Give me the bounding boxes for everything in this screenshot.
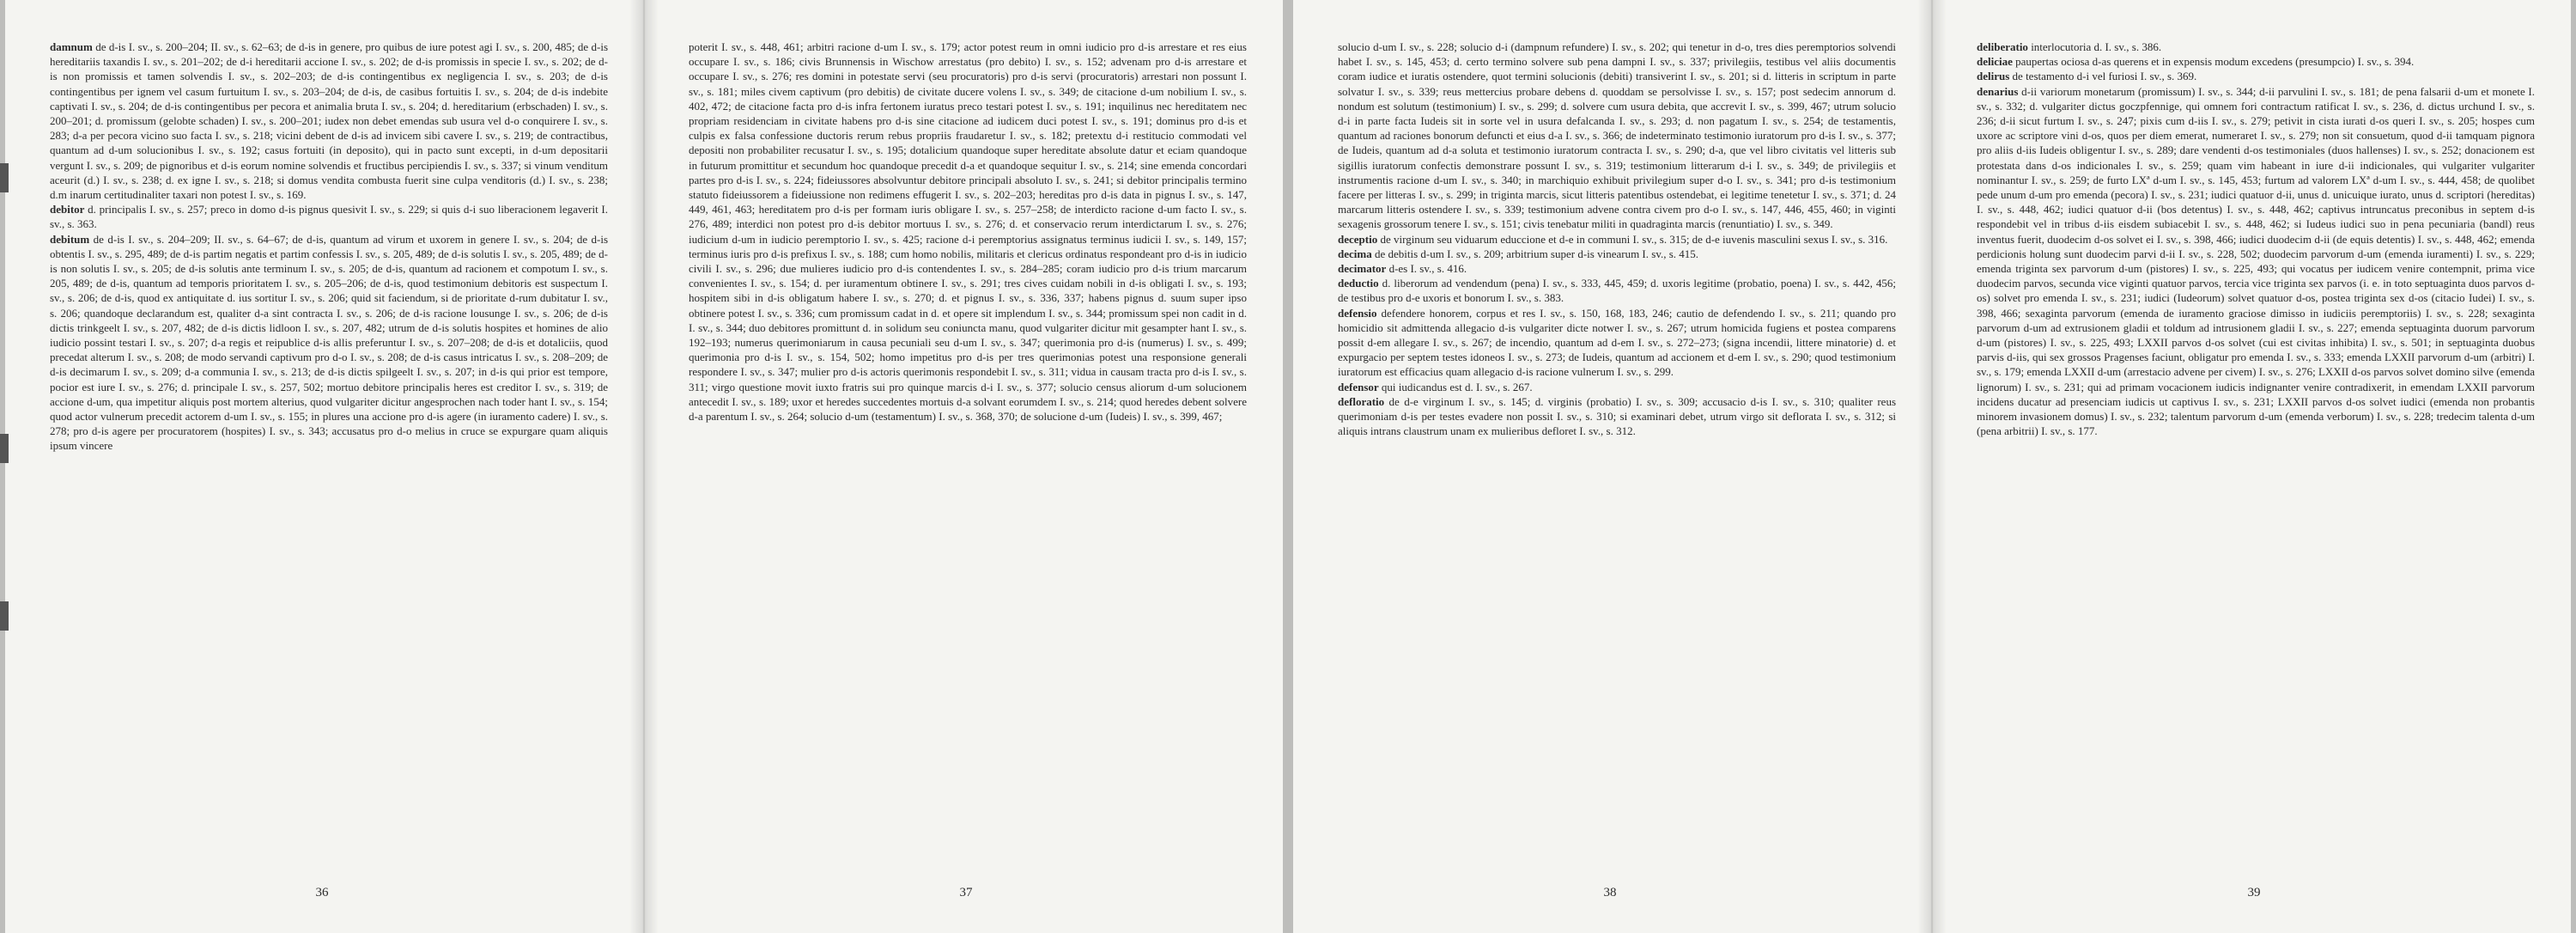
entry-headword: defensor [1338,380,1379,393]
entry-text: de testamento d-i vel furiosi I. sv., s. 369. [2012,70,2197,83]
entry-text: defendere honorem, corpus et res I. sv., s. 150, 168, 183, 246; cautio de defendendo I. sv., s. 211; quando pro homicidio sit admittenda allegacio d-is vulgariter dicte notwer I. sv., s. 267; utrum homicida fugiens et postea comparens possit d-em allegare I. sv., s. 267; de incendio, quantum ad d-em I. sv., s. 272–273; (signa incendii, littere minatorie) d. et expurgacio per septem testes idoneos I. sv., s. 273; de Iudeis, quantum ad accionem et d-em I. sv., s. 290; quod testimonium iuratorum est efficacius quam allegacio d-is racione vulnerum I. sv., s. 299. [1338,306,1897,379]
entry-text: de d-is I. sv., s. 200–204; II. sv., s. 62–63; de d-is in genere, pro quibus de iure potest agi I. sv., s. 200, 485; de d-is hereditariis taxandis I. sv., s. 201–202; de d-i hereditarii accione I. sv., s. 202; de d-is promissis in specie I. sv., s. 202; de d-is non promissis et tamen solvendis I. sv., s. 202–203; de d-is contingentibus ex negligencia I. sv., s. 203; de d-is contingentibus per ignem vel casum furtuitum I. sv., s. 203–204; de d-is, de casibus fortuitis I. sv., s. 204; de d-is indebite captivati I. sv., s. 204; de d-is contingentibus per pecora et animalia bruta I. sv., s. 204; d. hereditarium (erbschaden) I. sv., s. 200–201; d. promissum (gelobte schaden) I. sv., s. 200–201; iudex non debet emendas sub usura vel d-o conquirere I. sv., s. 283; d-a per pecora vicino suo facta I. sv., s. 218; vicini debent de d-is ad invicem sibi cavere I. sv., s. 219; de contractibus, quantum ad d-um solucionibus I. sv., s. 192; casus fortuiti (in deposito), qui in pacto sunt excepti, in d-um depositarii vergunt I. sv., s. 209; de pignoribus et d-is eorum nomine solvendis et fructibus percipiendis I. sv., s. 337; si vinum venditum aceurit (d.) I. sv., s. 238; d. ex igne I. sv., s. 218; si domus vendita combusta fuerit sine culpa venditoris (d.) I. sv., s. 238; d.m inarum certitudinaliter taxari non potest I. sv., s. 169. [50,40,608,202]
index-entry [1977,40,2535,54]
index-entry [1338,247,1896,261]
page-39 [1932,0,2576,933]
entry-headword: decima [1338,247,1372,260]
page-edge [2571,0,2576,933]
entry-headword: delirus [1977,70,2010,83]
entry-headword: defloratio [1338,394,1385,408]
page-text [1338,40,1896,438]
book-spread-right [1288,0,2576,933]
index-entry [1338,394,1896,439]
entry-headword: deliciae [1977,55,2013,69]
entry-text: d-ii variorum monetarum (promissum) I. sv., s. 344; d-ii parvulini I. sv., s. 181; de pena falsarii d-um et monete I. sv., s. 332; d. vulgariter dictus goczpfennige, qui omnem fori contractum ratificat I. sv., s. 236, d. dictus urchund I. sv., s. 236; d-ii sicut furtum I. sv., s. 247; pixis cum d-iis I. sv., s. 279; petivit in cista iurati d-os queri I. sv., s. 205; hospes cum uxore ac scriptore vini d-os, quos per diem emerat, numeraret I. sv., s. 279; non sit consuetum, quod d-ii tamquam pignora pro aliis d-iis Iudeis obligentur I. sv., s. 289; dare vendenti d-os testimoniales (duos hallenses) I. sv., s. 252; donacionem est protestata dans d-os indicionales I. sv., s. 259; quam vim habeant in iure d-ii indicionales, qui vulgariter vulgariter nominantur I. sv., s. 259; de furto LXª d-um I. sv., s. 145, 453; furtum ad valorem LXª d-um I. sv., s. 444, 458; de quolibet pede unum d-um pro emenda (pecora) I. sv., s. 231; iudici quatuor d-ii, unus d. unicuique iurato, unus d. scriptori (hereditas) I. sv., s. 448, 462; iudici quatuor d-ii (bos detentus) I. sv., s. 448, 462; captivus intruncatus preconibus in septem d-is respondebit vel in tribus d-iis eisdem subiacebit I. sv., s. 448, 462; si Iudeus iudici suo in pena pecuniaria (bandl) reus inventus fuerit, duodecim d-os solvet ei I. sv., s. 398, 466; iudici duodecim d-ii (de equis detentis) I. sv., s. 448, 462; emenda perdicionis holung sunt duodecim parvi d-ii I. sv., s. 228, 502; duodecim parvorum d-um (emenda iuramenti) I. sv., s. 229; emenda triginta sex parvorum d-um (pistores) I. sv., s. 225, 493; qui vocatus per iudicem venire contempnit, prima vice duodecim parvos, secunda vice viginti quatuor parvos, tercia vice triginta sex parvos (i. e. in toto septuaginta duos parvos d-os) solvet pro emenda I. sv., s. 231; iudici (Iudeorum) solvet quatuor d-os, postea triginta sex d-os (citacio Iudei) I. sv., s. 398, 466; sexaginta parvorum (emenda de iuramento graciose dimisso in iudiciis peremptoriis) I. sv., s. 228; sexaginta parvorum d-um ad extrusionem gladii et toldum ad intrusionem gladii I. sv., s. 227; emenda septuaginta duorum parvorum d-um (pistores) I. sv., s. 225, 493; LXXII parvos d-os solvet (cui est civitas inhibita) I. sv., s. 501; in septuaginta duobus parvis d-iis, qui sex grossos Pragenses faciunt, obligatur pro emenda I. sv., s. 333; emenda LXXII parvorum d-um (arbitri) I. sv., s. 179; emenda LXXII d-um (arrestacio advene per civem) I. sv., s. 276; LXXII d-os parvos solvet domino silve (emenda lignorum) I. sv., s. 231; qui ad primam vocacionem iudicis indignanter venire contradixerit, in emendam LXXII parvorum incidens ducatur ad presenciam iudicis ut captivus I. sv., s. 231; LXXII parvos d-os solvet iudici (emenda non probantis minorem invasionem domus) I. sv., s. 232; talentum parvorum d-um (emenda verborum) I. sv., s. 228; tredecim talenta d-um (pena arbitrii) I. sv., s. 177. [1977,84,2536,438]
index-entry [50,232,608,454]
index-entry [1338,306,1896,380]
page-number: 38 [1603,886,1617,899]
index-entry [1338,232,1896,247]
page-37 [644,0,1288,933]
entry-text: de debitis d-um I. sv., s. 209; arbitrium super d-is vinearum I. sv., s. 415. [1374,247,1699,260]
index-entry [1338,380,1896,394]
entry-headword: damnum [50,40,93,53]
entry-headword: deceptio [1338,232,1378,246]
page-number: 39 [2247,886,2261,899]
entry-text: d-es I. sv., s. 416. [1388,262,1467,276]
entry-headword: defensio [1338,306,1377,320]
entry-text: qui iudicandus est d. I. sv., s. 267. [1381,380,1533,393]
entry-text: solucio d-um I. sv., s. 228; solucio d-i (dampnum refundere) I. sv., s. 202; qui tenetur in d-o, tres dies peremptorios solvendi habet I. sv., s. 145, 453; d. certo termino solvere sub pena dampni I. sv., s. 337; privilegiis, testibus vel aliis documentis coram iudice et iuratis ostendere, quot termini solucionis (debiti) transiverint I. sv., s. 201; si d. litteris in scriptum in parte solvatur I. sv., s. 339; reus mettercius probare debens d. quoddam se persolvisse I. sv., s. 157; post sedecim annorum d. nondum est solutum (testimonium) I. sv., s. 299; d. solvere cum usura debita, que accrevit I. sv., s. 399, 467; utrum solucio d-i in parte facta Iudeis sit in sorte vel in usura defalcanda I. sv., s. 293; d. non pagatum I. sv., s. 254; de testamentis, quantum ad raciones bonorum defuncti et eius d-a I. sv., s. 366; de indeterminato testimonio iuratorum pro d-is I. sv., s. 377; de Iudeis, quantum ad d-a soluta et testimonio iuratorum contracta I. sv., s. 290; d-a, que vel libro civitatis vel litteris sub sigillis iuratorum confectis demonstrare possunt I. sv., s. 319; testimonium litterarum d-i I. sv., s. 349; de privilegiis et instrumentis racione d-um I. sv., s. 340; in marchiquio exhibuit privilegium super d-o I. sv., s. 341; pro d-is testimonium facere per litteras I. sv., s. 299; in triginta marcis, sicut litteris patentibus ostendebat, ei legitime tenetetur I. sv., s. 371; d. 24 marcarum litteris ostendere I. sv., s. 339; testimonium advene contra civem pro d-o I. sv., s. 147, 446, 455, 460; in viginti sexagenis grossorum tenere I. sv., s. 151; civis tenebatur militi in quadraginta marcis (renuntiatio) I. sv., s. 349. [1338,40,1896,231]
index-entry [1338,261,1896,276]
entry-headword: decimator [1338,262,1387,276]
entry-text: poterit I. sv., s. 448, 461; arbitri racione d-um I. sv., s. 179; actor potest reum in omni iudicio pro d-is arrestare et res eius occupare I. sv., s. 186; civis Brunnensis in Wischow arrestatus (pro debito) I. sv., s. 152; advenam pro d-is arrestare et occupare I. sv., s. 276; res domini in potestate servi (seu procuratoris) pro d-is servi (procuratoris) arrestari non possunt I. sv., s. 181; miles civem captivum (pro debitis) de civitate ducere volens I. sv., s. 349; de citacione d-um nobilium I. sv., s. 402, 472; de citacione facta pro d-is infra fertonem iuratus preco testari potest I. sv., s. 191; inquilinus nec hereditatem nec propriam residenciam in civitate habens pro d-is sine citacione ad iudicem duci potest I. sv., s. 191; dominus pro d-is et culpis ex falsa confessione ductoris rerum rebus propriis fraudaretur I. sv., s. 182; pretextu d-i restitucio commodati vel depositi non probabiliter recusatur I. sv., s. 195; dotalicium quandoque super hereditate absolute datur et eciam quandoque in futurum promittitur et secundum hoc quandoque precedit d-a et quandoque sequitur I. sv., s. 214; sine emenda concordari partes pro d-is I. sv., s. 224; fideiussores absolvuntur debitore principali absoluto I. sv., s. 241; si debitor principalis termino statuto fideiussorem a fideiussione non redimens effugerit I. sv., s. 202–203; hereditas pro d-is data in pignus I. sv., s. 147, 449, 461, 463; hereditatem pro d-is per formam iuris obligare I. sv., s. 257–258; de interdicto racione d-um facto I. sv., s. 276, 489; interdici non potest pro d-is debitor mortuus I. sv., s. 276; d. et conservacio rerum interdictarum I. sv., s. 276; iudicium d-um in iudicio peremptorio I. sv., s. 425; racione d-i peremptorius assignatus terminus iudicii I. sv., s. 149, 157; terminus iuris pro d-is prefixus I. sv., s. 188; cum homo nobilis, militaris et clericus ordinatus respondeant pro d-is in iudicio civili I. sv., s. 296; due mulieres iudicio pro d-is contendentes I. sv., s. 284–285; coram iudicio pro d-is trium marcarum convenientes I. sv., s. 154; d. per iuramentum obtinere I. sv., s. 291; tres cives cuidam nobili in d-is obligati I. sv., s. 193; hospitem sibi in d-is obligatum habere I. sv., s. 270; d. et pignus I. sv., s. 336, 337; habens pignus d. suum super ipso obtinere potest I. sv., s. 336; cum promissum cadat in d. et opere sit implendum I. sv., s. 344; promissum spei non cadit in d. I. sv., s. 344; duo debitores promittunt d. in solidum seu coniuncta manu, quod vulgariter dicitur mit gesampter hant I. sv., s. 192–193; numerus querimoniarum in causa pecuniali seu d-um I. sv., s. 347; querimonia pro d-is (numerus) I. sv., s. 499; querimonia pro d-is I. sv., s. 154, 502; homo impetitus pro d-is per tres querimonias potest una responsione generali respondere I. sv., s. 347; mulier pro d-is actoris querimonis respondebit I. sv., s. 311; vidua in causam tracta pro d-is I. sv., s. 311; virgo questione movit iuxto fratris sui pro quinque marcis d-i I. sv., s. 377; solucio census aliorum d-um solucionem antecedit I. sv., s. 189; uxor et heredes succedentes mortuis d-a solvant eorumdem I. sv., s. 214; quod heredes debent solvere d-a parentum I. sv., s. 264; solucio d-um (testamentum) I. sv., s. 368, 370; de solucione d-um (Iudeis) I. sv., s. 399, 467; [689,40,1247,424]
page-36 [0,0,644,933]
entry-text: d. liberorum ad vendendum (pena) I. sv., s. 333, 445, 459; d. uxoris legitime (probatio, poena) I. sv., s. 442, 456; de testibus pro d-e uxoris et bonorum I. sv., s. 383. [1338,277,1897,305]
index-entry [1977,54,2535,69]
index-entry [50,202,608,231]
page-text [689,40,1247,424]
index-entry [689,40,1247,424]
index-entry [1977,84,2535,439]
index-entry [1338,40,1896,232]
index-entry [1977,69,2535,83]
entry-text: de d-is I. sv., s. 204–209; II. sv., s. 64–67; de d-is, quantum ad virum et uxorem in genere I. sv., s. 204; de d-is obtentis I. sv., s. 295, 489; de d-is partim negatis et partim confessis I. sv., s. 205, 489; de d-is solutis I. sv., s. 205, 489; de d-is non solutis I. sv., s. 205; de d-is solutis ante terminum I. sv., s. 205; de d-is, quantum ad racionem et compotum I. sv., s. 205, 489; de d-is, quantum ad temporis prioritatem I. sv., s. 205–206; de d-is, quod testimonium debitoris est suspectum I. sv., s. 206; de d-is, quod ex antiquitate d. ius sortitur I. sv., s. 206; quid sit faciendum, si de prioritate d-rum dubitatur I. sv., s. 206; quandoque declarandum est, qualiter d-a sint contracta I. sv., s. 206; de d-is racione lousunge I. sv., s. 206; de d-is dictis trinkgeelt I. sv., s. 207, 482; de d-is dictis lidloon I. sv., s. 207, 482; utrum de d-is solutis hospites et homines de alio iudicio possint testari I. sv., s. 207; d-a regis et reipublice d-is allis preferuntur I. sv., s. 207–208; de d-is et dotaliciis, quod precedat alterum I. sv., s. 208; de modo servandi captivum pro d-o I. sv., s. 208; de d-is casus intricatus I. sv., s. 208–209; de d-is decimarum I. sv., s. 209; d-a communia I. sv., s. 213; de d-is dictis spilgeelt I. sv., s. 207; in d-is qui prior est tempore, pocior est iure I. sv., s. 276; d. principale I. sv., s. 257, 502; mortuo debitore principalis heres est creditor I. sv., s. 319; de accione d-um, qua impetitur aliquis post mortem alterius, quod vulgariter dicitur angesprochen nach toder hant I. sv., s. 154; quod actor vulnerum precedit actorem d-um I. sv., s. 155; in plures una accione pro d-is agere (in iuramento cadere) I. sv., s. 278; pro d-is agere per procuratorem (hospites) I. sv., s. 343; accusatus pro d-o melius in cruce se expurgare quam aliquis ipsum vincere [50,232,609,453]
entry-headword: deliberatio [1977,40,2028,53]
page-number: 36 [315,886,329,899]
entry-headword: debitor [50,203,85,216]
entry-headword: denarius [1977,84,2019,98]
page-text [1977,40,2535,438]
entry-text: interlocutoria d. I. sv., s. 386. [2031,40,2162,53]
entry-text: de d-e virginum I. sv., s. 145; d. virginis (probatio) I. sv., s. 309; accusacio d-is I. sv., s. 310; qualiter reus querimoniam d-is per testes evadere non possit I. sv., s. 310; si examinari debet, utrum virgo sit deflorata I. sv., s. 312; si aliquis intrans claustrum unam ex mulieribus defloret I. sv., s. 312. [1338,394,1897,438]
entry-text: paupertas ociosa d-as querens et in expensis modum excedens (presumpcio) I. sv., s. 394. [2015,55,2415,69]
page-number: 37 [959,886,973,899]
entry-text: d. principalis I. sv., s. 257; preco in domo d-is pignus quesivit I. sv., s. 229; si quis d-i suo liberacionem legaverit I. sv., s. 363. [50,203,608,231]
index-entry [1338,276,1896,305]
page-38 [1288,0,1932,933]
entry-headword: deductio [1338,277,1379,290]
index-entry [50,40,608,202]
entry-text: de virginum seu viduarum educcione et d-e in communi I. sv., s. 315; de d-e iuvenis masculini sexus I. sv., s. 316. [1380,232,1888,246]
page-text [50,40,608,454]
entry-headword: debitum [50,232,90,246]
